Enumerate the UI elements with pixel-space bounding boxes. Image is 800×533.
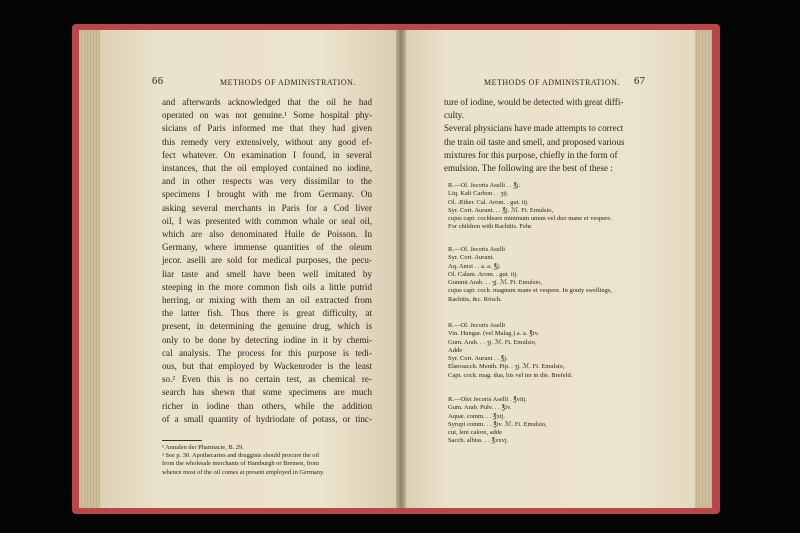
text-line: which are also denominated Huile de Poisson. In (162, 229, 372, 240)
footnote-line: from the wholesale merchants of Hamburgh or Bremen, from (162, 460, 319, 468)
recipe-1 (448, 182, 678, 232)
right-page (402, 30, 695, 508)
footnote-rule (162, 440, 202, 441)
running-head-left: METHODS OF ADMINISTRATION. (220, 78, 356, 87)
running-head-right: METHODS OF ADMINISTRATION. (484, 78, 620, 87)
recipe-line: R.—Ol. Jecoris Aselli . . ℥j. (448, 182, 521, 189)
recipe-2 (448, 246, 678, 304)
text-line: ous, but that employed by Wackenroder is the least (162, 361, 372, 372)
footnote-line: ² See p. 30. Apothecaries and druggists should procure the oil (162, 452, 320, 460)
text-line: search has shewn that some specimens are much (162, 387, 372, 398)
text-line: steeping in the more common fish oils a little putrid (162, 281, 372, 292)
recipe-line: Syrupi comm. . . ℥iv. ℳ. Ft. Emulsio, (448, 420, 547, 428)
recipe-line: Syr. Cort. Aurant. . . ℥j. ℳ. Ft. Emulsio, (448, 206, 554, 214)
text-line: jecor. aselli are sold for medical purposes, the pecu- (162, 255, 372, 266)
text-line: richer in iodine than others, while the addition (162, 400, 372, 411)
text-line: the train oil taste and smell, and proposed various (444, 136, 625, 147)
text-line: Several physicians have made attempts to correct (444, 123, 624, 134)
text-line: oil, I was presented with common whale or seal oil, (162, 215, 372, 226)
recipe-line: Elæosacch. Menth. Pip. . ʒj. ℳ. Ft. Emulsio, (448, 363, 565, 371)
recipe-4 (448, 396, 678, 446)
recipe-3 (448, 322, 678, 380)
text-line: this remedy very extensively, without any good ef- (162, 136, 372, 147)
text-line: liar taste and smell have been well imitated by (162, 268, 372, 279)
text-line: emulsion. The following are the best of these : (444, 163, 613, 174)
book-gutter (396, 30, 406, 508)
recipe-line: Ol. Æther. Cal. Arom. . gut. iij. (448, 198, 529, 206)
recipe-line: Aquæ. comm. . . ℥xij. (448, 412, 506, 420)
text-line: sicians of Paris informed me that they had given (162, 123, 372, 134)
body-text-right (444, 96, 654, 175)
recipe-line: Sacch. albiss. . . ℥xxvj. (448, 437, 509, 445)
text-line: so.² Even this is no certain test, as chemical re- (162, 374, 372, 385)
recipe-line: Syr. Cort. Aurant. (448, 254, 495, 262)
recipe-line: Syr. Cort. Aurant . . ℥j. (448, 355, 508, 363)
text-line: ture of iodine, would be detected with great diffi- (444, 97, 624, 107)
text-line: fect whatever. On examination I found, in several (162, 149, 372, 160)
text-line: the latter fish. Thus there is great difficulty, at (162, 308, 372, 319)
body-text-left (162, 96, 372, 426)
left-page (100, 30, 400, 508)
text-line: Germany, where immense quantities of the oleum (162, 242, 372, 253)
footnote-line: whence most of the oil comes at present employed in Germany. (162, 468, 325, 476)
footnotes (162, 444, 372, 477)
recipe-line: Vin. Hungar. (vel Malag.) a. a. ℥iv. (448, 330, 540, 338)
recipe-line: Rachitis, &c. Rösch. (448, 295, 502, 303)
text-line: only to be done by detecting iodine in it by chemi- (162, 334, 372, 345)
recipe-line: For children with Rachitis. Fehr. (448, 223, 533, 231)
text-line: herring, or mixing with them an oil extracted from (162, 295, 372, 306)
recipe-line: cui, leni calore, adde (448, 429, 502, 437)
footnote-line: ¹ Annalen der Pharmacie, B. 29. (162, 444, 244, 451)
text-line: present, in determining the genuine drug, which is (162, 321, 372, 332)
recipe-line: Gum. Arab. . . ʒj. ℳ. Ft. Emulsio, (448, 338, 537, 346)
recipe-line: Aq. Anisi . . a. a. ℥j. (448, 262, 501, 270)
recipe-line: Ol. Calam. Arom. . gut. iij. (448, 270, 518, 278)
text-line: culty. (444, 110, 464, 121)
page-number-right: 67 (634, 76, 646, 87)
recipe-line: Gummi Arab. . . ʒj. ℳ. Ft. Emulsio, (448, 279, 542, 287)
text-line: and in other respects was very dissimilar to the (162, 176, 372, 187)
text-line: operated on was not genuine.¹ Some hospital phy- (162, 110, 372, 121)
page-number-left: 66 (152, 76, 164, 87)
recipe-line: cujus capt. cochleare minimum unum vel duo mane et vespere. (448, 215, 612, 223)
text-line: specimens I brought with me from Germany. On (162, 189, 372, 200)
recipe-line: Adde (448, 346, 463, 354)
recipe-line: cujus capt. coch. magnum mane et vespere. In gouty swellings, (448, 287, 613, 295)
text-line: instances, that the oil employed contained no iodine, (162, 163, 372, 174)
page-edges-left (79, 30, 101, 508)
recipe-line: Liq. Kali Carbon . . ʒij. (448, 190, 509, 198)
text-line: cal analysis. The process for this purpose is tedi- (162, 347, 372, 358)
text-line: asking several merchants in Paris for a Cod liver (162, 202, 372, 213)
recipe-line: R.—Ol. Jecoris Aselli (448, 322, 506, 329)
recipe-line: R.—Olei Jecoris Aselli . ℥viij. (448, 396, 528, 403)
text-line: and afterwards acknowledged that the oil he had (162, 97, 372, 107)
page-edges-right (694, 30, 712, 508)
text-line: mixtures for this purpose, chiefly in the form of (444, 149, 618, 160)
recipe-line: Capt. coch. mag. dua, bis vel ter in die. Brefeld. (448, 371, 573, 379)
recipe-line: Gum. Arab. Pulv. . . ℥iv. (448, 404, 512, 412)
recipe-line: R.—Ol. Jecoris Aselli (448, 246, 506, 253)
text-line: of a small quantity of hydriodate of potass, or tinc- (162, 413, 372, 424)
